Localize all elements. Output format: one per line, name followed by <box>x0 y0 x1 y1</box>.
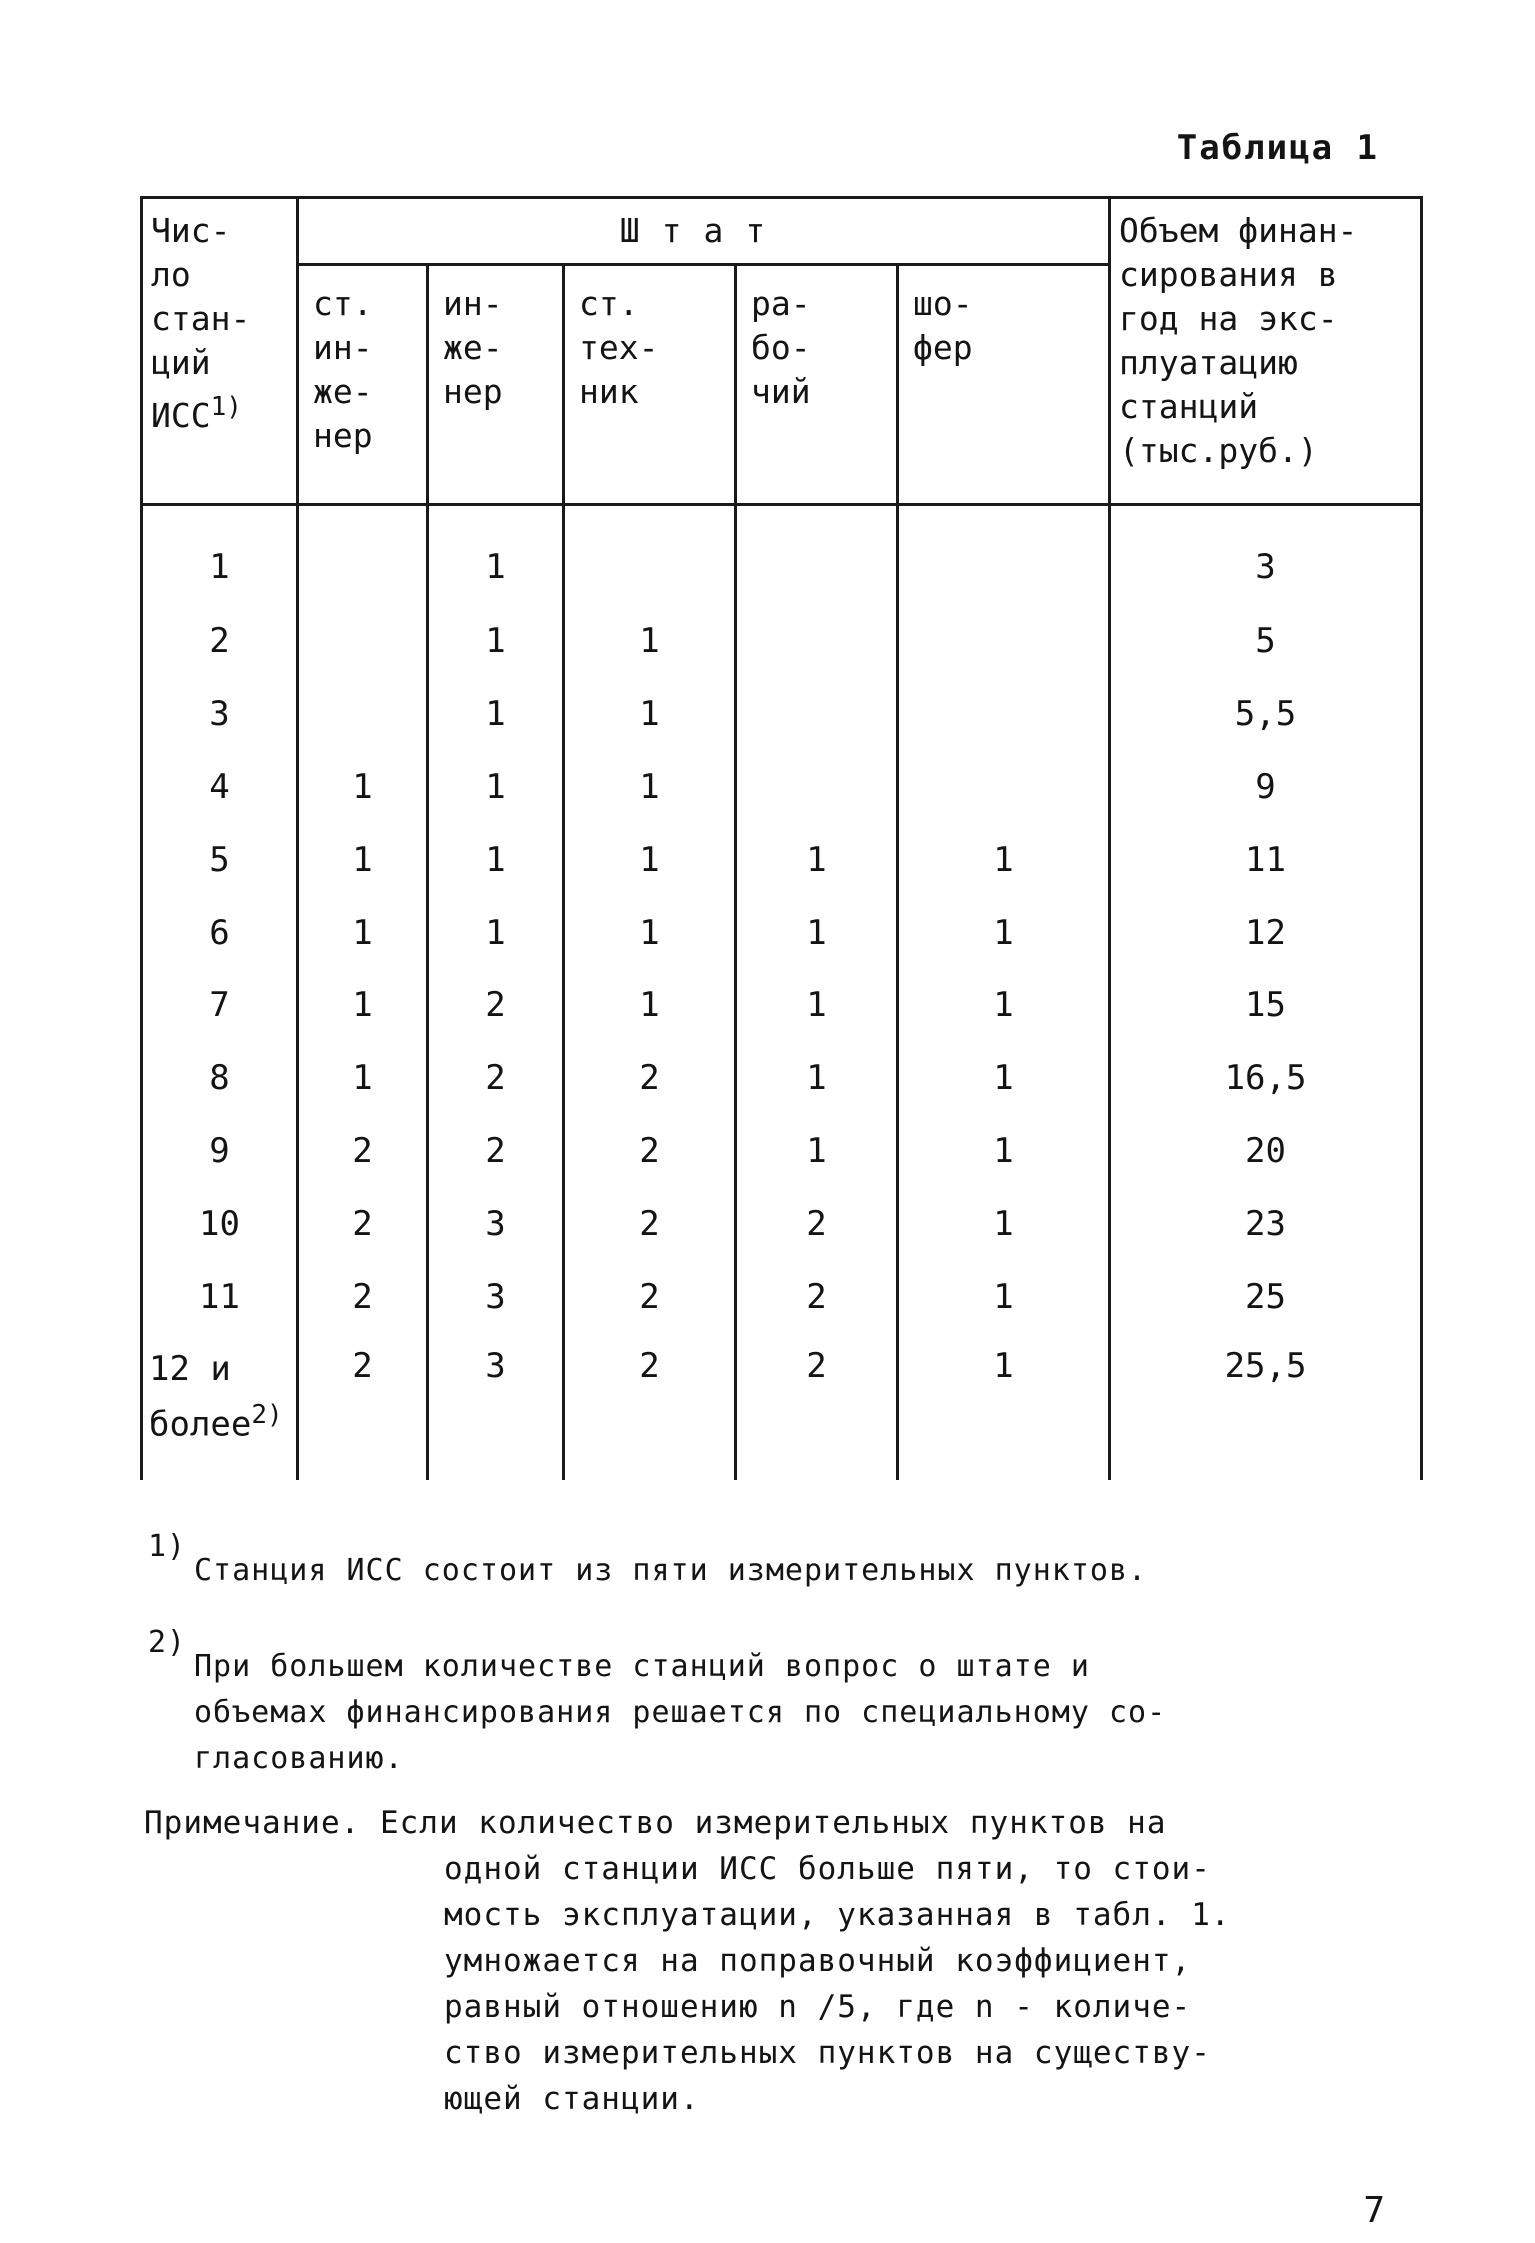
table-row: 6 1 1 1 1 1 12 <box>142 896 1422 969</box>
table-row: 11 2 3 2 2 1 25 <box>142 1261 1422 1334</box>
header-engineer: ин- же- нер <box>428 265 564 505</box>
staff-financing-table <box>140 196 1423 1480</box>
header-senior-technician: ст. тех- ник <box>564 265 736 505</box>
header-financing: Объем финан- сирования в год на экс- плуатацию станций (тыс.руб.) <box>1110 198 1422 505</box>
table-row: 7 1 2 1 1 1 15 <box>142 969 1422 1042</box>
table-caption: Таблица 1 <box>1176 128 1379 168</box>
header-staff: Штат <box>298 198 1110 265</box>
note-body: одной станции ИСС больше пяти, то стои- мость эксплуатации, указанная в табл. 1. умножается на поправочный коэффициент, равный отношению n /5, где n - количе- ство измерительных пунктов на существу- ющей станции. <box>444 1851 1231 2117</box>
footnote-2: 2) При большем количестве станций вопрос о штате и объемах финансирования решается по специальному со- гласованию. <box>148 1625 1167 1776</box>
note-lead: Примечание. Если количество измерительных пунктов на <box>144 1805 1167 1841</box>
table-row: 3 1 1 5,5 <box>142 677 1422 750</box>
table-row: 9 2 2 2 1 1 20 <box>142 1115 1422 1188</box>
table-row: 1 1 3 <box>142 505 1422 605</box>
header-senior-engineer: ст. ин- же- нер <box>298 265 428 505</box>
table-row: 8 1 2 2 1 1 16,5 <box>142 1042 1422 1115</box>
table-row: 5 1 1 1 1 1 11 <box>142 823 1422 896</box>
table-row: 10 2 3 2 2 1 23 <box>142 1188 1422 1261</box>
note-block <box>144 1800 1424 2122</box>
table-row: 4 1 1 1 9 <box>142 750 1422 823</box>
footnote-1: 1) Станция ИСС состоит из пяти измерительных пунктов. <box>148 1529 1148 1588</box>
page-number: 7 <box>1363 2190 1385 2231</box>
header-worker: ра- бо- чий <box>736 265 898 505</box>
table-row: 2 1 1 5 <box>142 604 1422 677</box>
header-driver: шо- фер <box>898 265 1110 505</box>
header-station-count: Чис- ло стан- ций ИСС$^{1)}$ <box>142 198 298 505</box>
table-row: 12 и более$^{2)}$ 2 3 2 2 1 25,5 <box>142 1334 1422 1480</box>
